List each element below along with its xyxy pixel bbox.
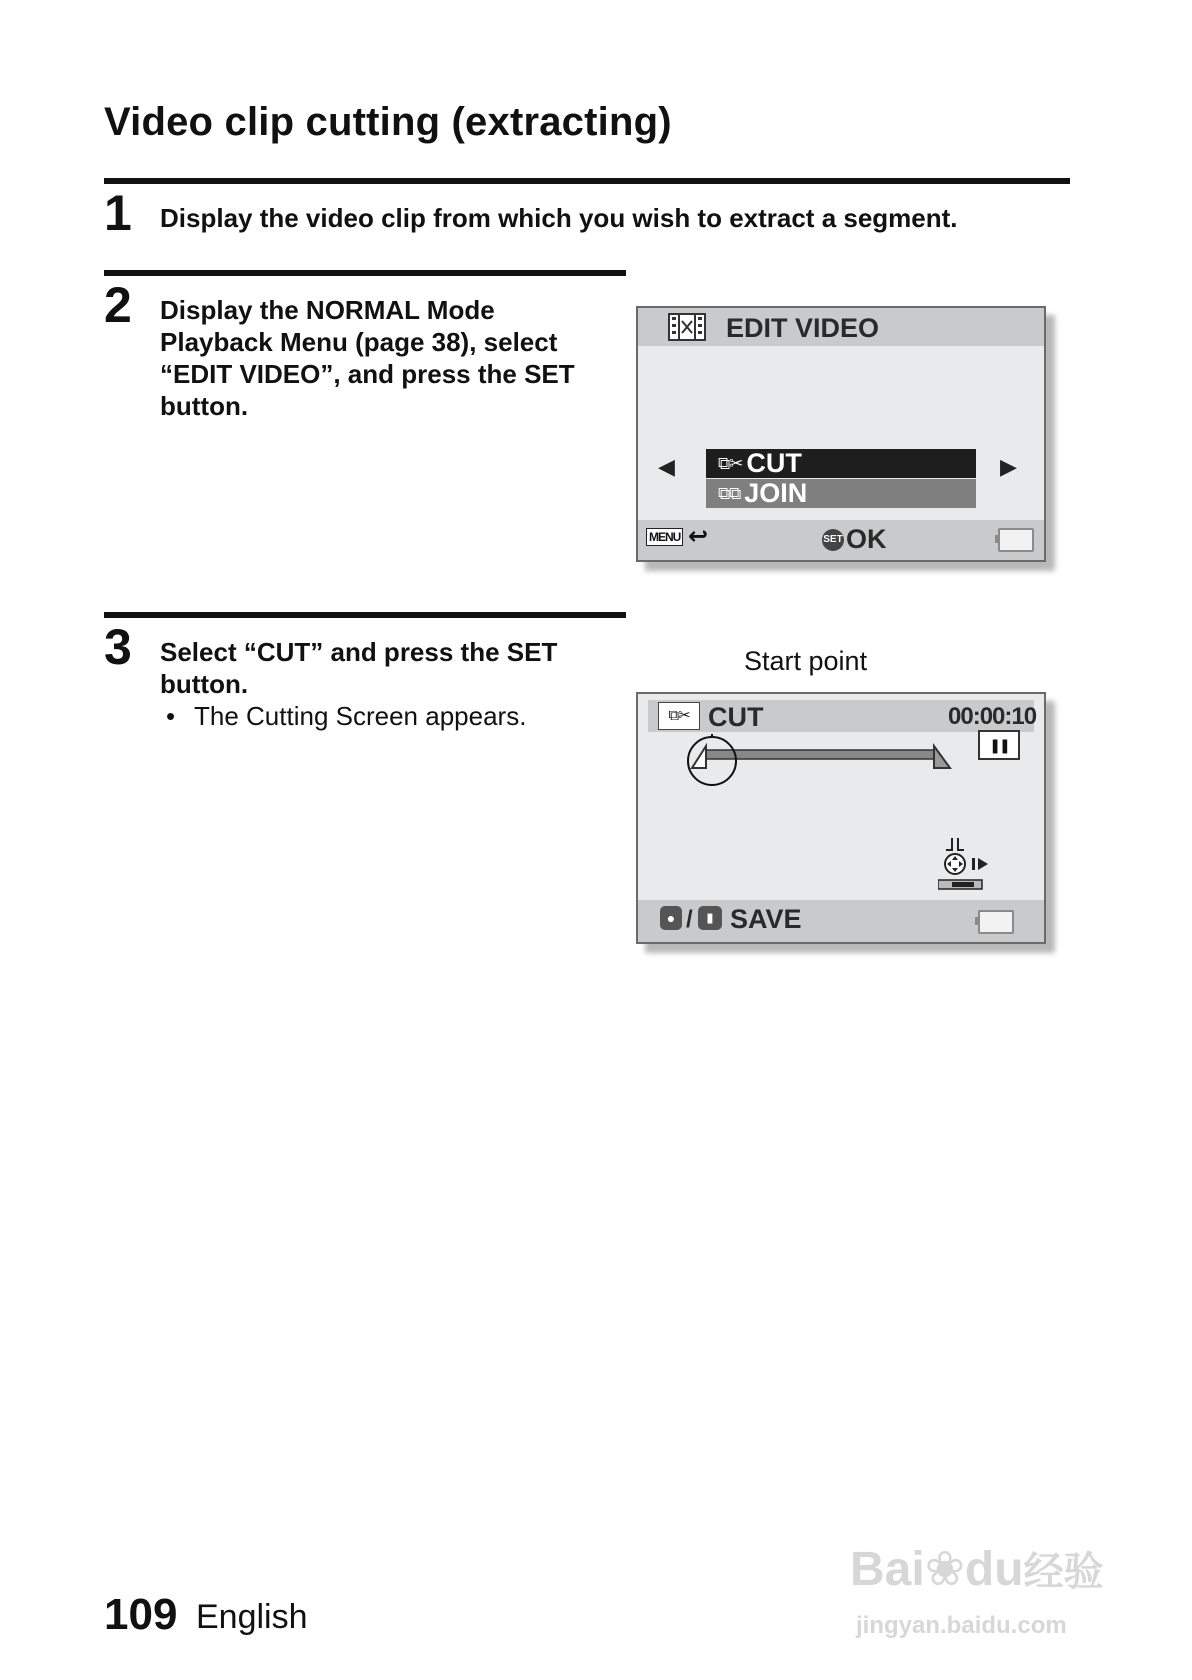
paw-icon: ❀	[924, 1543, 965, 1596]
screen-header-bar	[638, 308, 1044, 346]
page-number: 109	[104, 1590, 178, 1639]
video-camera-icon[interactable]: ▮	[698, 906, 722, 930]
menu-item-label: JOIN	[744, 478, 808, 508]
watermark-url: jingyan.baidu.com	[856, 1612, 1067, 1639]
title-rule	[104, 178, 1070, 184]
page-title: Video clip cutting (extracting)	[104, 100, 672, 144]
menu-item-label: CUT	[746, 448, 802, 478]
right-arrow-icon[interactable]: ▶	[1000, 454, 1017, 479]
screen-footer-bar	[638, 900, 1044, 942]
camera-icon[interactable]: ●	[660, 906, 682, 930]
step-2-line: Display the NORMAL Mode	[160, 295, 495, 325]
step-1-number: 1	[104, 185, 132, 241]
step-2-line: Playback Menu (page 38), select	[160, 327, 558, 357]
menu-item-join[interactable]	[706, 479, 976, 508]
step-3-bullet: The Cutting Screen appears.	[194, 701, 527, 731]
step-3-line: Select “CUT” and press the SET	[160, 637, 558, 667]
step-3-line: button.	[160, 669, 249, 699]
menu-item-cut[interactable]	[706, 449, 976, 478]
step-3-number: 3	[104, 619, 132, 675]
watermark-text: du	[964, 1543, 1024, 1596]
step-3-rule	[104, 612, 626, 618]
step-2-line: “EDIT VIDEO”, and press the SET	[160, 359, 575, 389]
pause-icon[interactable]: ❚❚	[978, 730, 1020, 760]
screen-header-bar	[648, 700, 1037, 732]
cut-icon: ⧉✂	[658, 702, 700, 730]
screen-footer-bar	[638, 520, 1044, 560]
cutting-screen	[636, 692, 1046, 944]
start-point-callout: Start point	[744, 646, 868, 676]
step-2-line: button.	[160, 391, 249, 421]
step-3-text	[160, 636, 630, 700]
join-icon: ⧉⧉	[718, 483, 741, 503]
ok-label: OK	[846, 524, 887, 554]
page-language: English	[196, 1598, 308, 1636]
watermark-text: Bai	[850, 1543, 925, 1596]
time-display: 00:00:10	[948, 703, 1037, 730]
watermark-text: 经验	[1023, 1550, 1104, 1594]
screen-header-title: CUT	[708, 702, 764, 732]
film-edit-icon	[668, 313, 706, 341]
screen-header-title: EDIT VIDEO	[726, 313, 880, 343]
step-2-number: 2	[104, 277, 132, 333]
battery-icon	[998, 528, 1034, 552]
return-icon: ↩	[688, 523, 709, 550]
footer-separator: /	[686, 906, 693, 933]
cut-timeline[interactable]	[678, 734, 978, 794]
set-button-icon[interactable]: SET	[822, 529, 844, 551]
menu-button-icon[interactable]: MENU	[646, 528, 683, 546]
step-2-rule	[104, 270, 626, 276]
left-arrow-icon[interactable]: ◀	[658, 454, 675, 479]
cut-point-controls-icon	[938, 836, 1008, 892]
edit-video-screen	[636, 306, 1046, 562]
bullet-dot: •	[166, 701, 176, 731]
step-2-text	[160, 294, 630, 422]
battery-icon	[978, 910, 1014, 934]
cut-icon: ⧉✂	[718, 453, 743, 473]
watermark-logo	[850, 1540, 1104, 1597]
save-label: SAVE	[730, 904, 802, 934]
step-1-text: Display the video clip from which you wish to extract a segment.	[160, 203, 958, 233]
